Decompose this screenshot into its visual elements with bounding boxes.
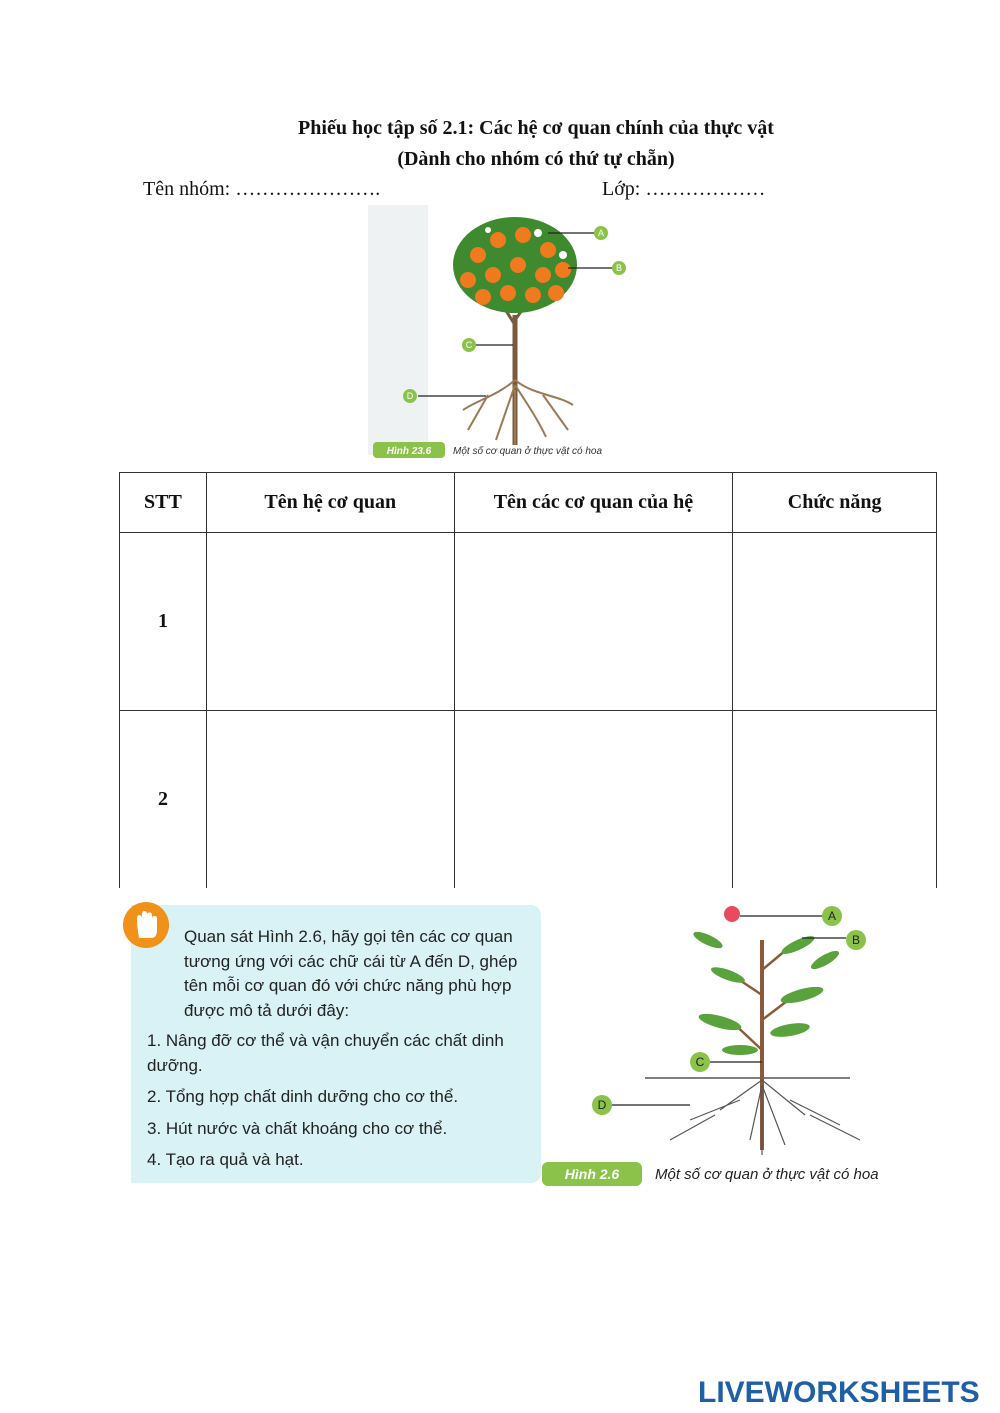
fig2-label-a: A <box>827 909 837 923</box>
organ-systems-table <box>119 472 937 888</box>
task-intro: Quan sát Hình 2.6, hãy gọi tên các cơ quan tương ứng với các chữ cái từ A đến D, ghép tên mỗi cơ quan đó với chức năng phù hợp được mô tả dưới đây: <box>184 927 518 1020</box>
fig1-caption-tag: Hình 23.6 <box>386 446 432 457</box>
table-row <box>120 711 937 889</box>
fig2-label-c: C <box>695 1055 705 1069</box>
header-stt: STT <box>120 473 207 533</box>
fig1-label-c: C <box>465 340 473 350</box>
task-box <box>131 905 541 1183</box>
header-organs: Tên các cơ quan của hệ <box>454 473 733 533</box>
list-item: 3. Hút nước và chất khoáng cho cơ thể. <box>147 1118 448 1138</box>
row-stt: 2 <box>120 711 207 889</box>
fig2-label-d: D <box>597 1098 607 1112</box>
flowering-plant-figure <box>540 900 930 1195</box>
worksheet-title: Phiếu học tập số 2.1: Các hệ cơ quan chính của thực vật <box>298 117 774 139</box>
orange-tree-figure <box>368 205 668 465</box>
system-name-cell[interactable] <box>206 533 454 711</box>
row-stt: 1 <box>120 533 207 711</box>
liveworksheets-logo: LIVEWORKSHEETS <box>698 1376 980 1409</box>
fig1-label-b: B <box>615 263 623 273</box>
header-function: Chức năng <box>733 473 937 533</box>
system-name-cell[interactable] <box>206 711 454 889</box>
function-cell[interactable] <box>733 533 937 711</box>
fig2-caption: Một số cơ quan ở thực vật có hoa <box>655 1166 879 1183</box>
fig1-label-a: A <box>597 228 605 238</box>
header-system-name: Tên hệ cơ quan <box>206 473 454 533</box>
list-item: 2. Tổng hợp chất dinh dưỡng cho cơ thể. <box>147 1087 459 1106</box>
organs-cell[interactable] <box>454 533 733 711</box>
fig2-label-b: B <box>851 933 861 947</box>
worksheet-subtitle: (Dành cho nhóm có thứ tự chẵn) <box>397 148 675 170</box>
table-header-row <box>120 473 937 533</box>
list-item: 4. Tạo ra quả và hạt. <box>147 1150 304 1169</box>
table-row <box>120 533 937 711</box>
class-field: Lớp: ……………… <box>602 178 766 200</box>
fig1-caption: Một số cơ quan ở thực vật có hoa <box>453 446 603 457</box>
fig1-label-d: D <box>406 391 414 401</box>
function-cell[interactable] <box>733 711 937 889</box>
list-item: 1. Nâng đỡ cơ thể và vận chuyển các chất dinh dưỡng. <box>147 1031 504 1075</box>
group-name-field: Tên nhóm: …………………. <box>143 178 381 200</box>
fig2-caption-tag: Hình 2.6 <box>564 1166 620 1182</box>
hand-icon <box>123 902 169 948</box>
organs-cell[interactable] <box>454 711 733 889</box>
function-list <box>147 1029 527 1180</box>
